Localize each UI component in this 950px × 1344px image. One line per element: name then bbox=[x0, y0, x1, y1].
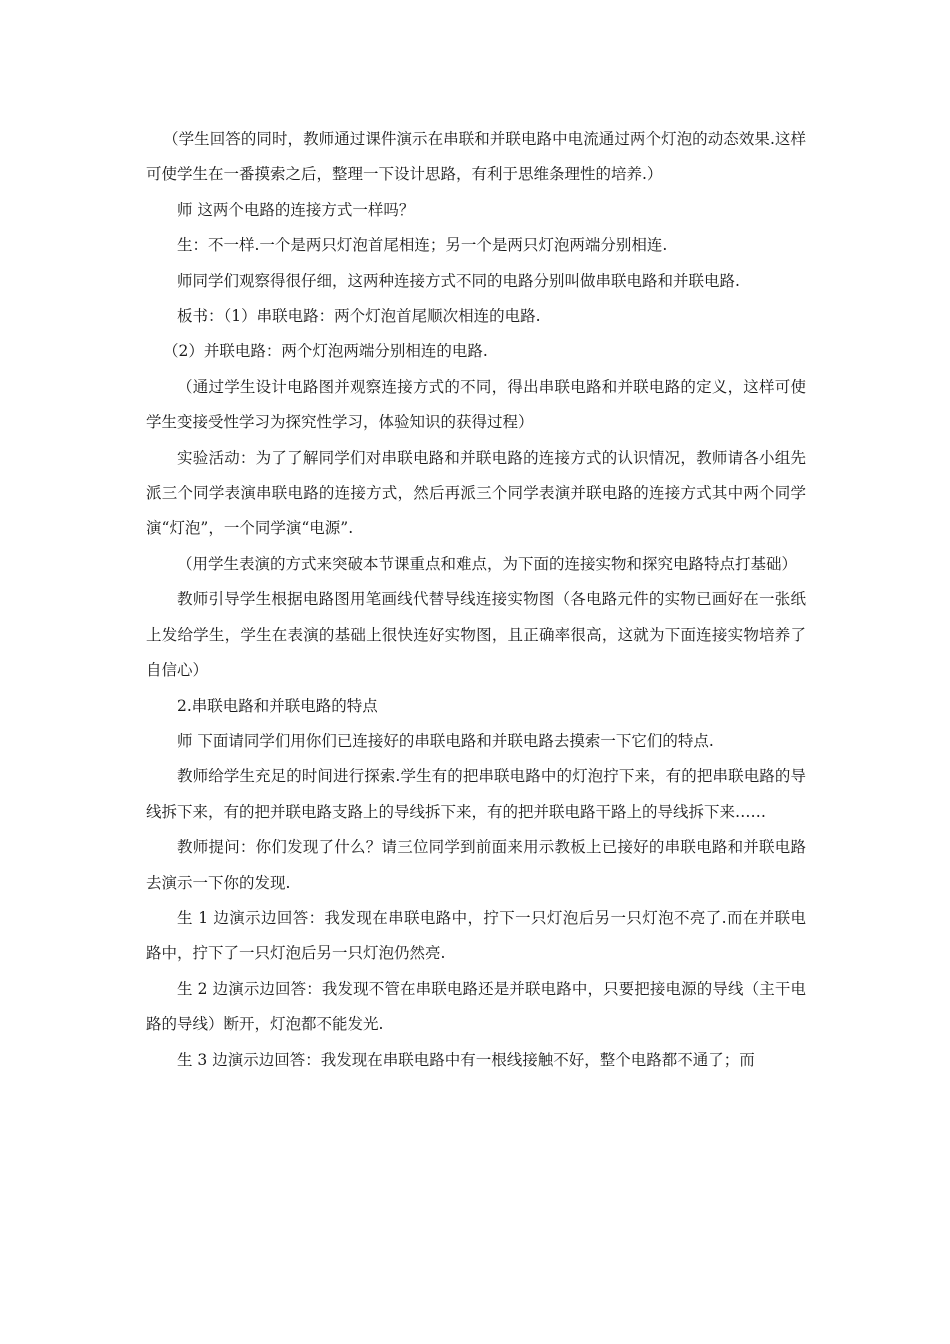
paragraph-wiring-guide: 教师引导学生根据电路图用笔画线代替导线连接实物图（各电路元件的实物已画好在一张纸上发给学生，学生在表演的基础上很快连好实物图，且正确率很高，这就为下面连接实物培养了自信心） bbox=[146, 590, 806, 680]
paragraph-student-answer-note: （学生回答的同时，教师通过课件演示在串联和并联电路中电流通过两个灯泡的动态效果.这样可使学生在一番摸索之后，整理一下设计思路，有利于思维条理性的培养.） bbox=[146, 130, 806, 184]
paragraph-definition-note: （通过学生设计电路图并观察连接方式的不同，得出串联电路和并联电路的定义，这样可使学生变接受性学习为探究性学习，体验知识的获得过程） bbox=[146, 377, 806, 432]
paragraph-board-parallel: （2）并联电路：两个灯泡两端分别相连的电路. bbox=[163, 342, 488, 361]
paragraph-performance-note: （用学生表演的方式来突破本节课重点和难点，为下面的连接实物和探究电路特点打基础） bbox=[177, 554, 798, 573]
paragraph-student-2: 生 2 边演示边回答：我发现不管在串联电路还是并联电路中，只要把接电源的导线（主干电路的导线）断开，灯泡都不能发光. bbox=[146, 979, 806, 1034]
section-heading-characteristics: 2.串联电路和并联电路的特点 bbox=[177, 696, 378, 715]
paragraph-teacher-asks: 教师提问：你们发现了什么？请三位同学到前面来用示教板上已接好的串联电路和并联电路去演示一下你的发现. bbox=[146, 838, 806, 892]
paragraph-board-series: 板书：（1）串联电路：两个灯泡首尾顺次相连的电路. bbox=[177, 307, 541, 326]
paragraph-experiment-activity: 实验活动：为了了解同学们对串联电路和并联电路的连接方式的认识情况，教师请各小组先派三个同学表演串联电路的连接方式，然后再派三个同学表演并联电路的连接方式其中两个同学演“灯泡”，一个同学演“电源”. bbox=[146, 448, 806, 538]
paragraph-teacher-naming: 师同学们观察得很仔细，这两种连接方式不同的电路分别叫做串联电路和并联电路. bbox=[177, 271, 740, 290]
paragraph-exploration-time: 教师给学生充足的时间进行探索.学生有的把串联电路中的灯泡拧下来，有的把串联电路的导线拆下来，有的把并联电路支路上的导线拆下来，有的把并联电路干路上的导线拆下来…… bbox=[146, 767, 806, 821]
document-body bbox=[146, 122, 806, 1078]
paragraph-teacher-explore: 师 下面请同学们用你们已连接好的串联电路和并联电路去摸索一下它们的特点. bbox=[177, 731, 714, 750]
paragraph-student-3: 生 3 边演示边回答：我发现在串联电路中有一根线接触不好，整个电路都不通了；而 bbox=[177, 1050, 755, 1069]
paragraph-student-reply: 生：不一样.一个是两只灯泡首尾相连；另一个是两只灯泡两端分别相连. bbox=[177, 236, 668, 255]
paragraph-teacher-question: 师 这两个电路的连接方式一样吗？ bbox=[177, 200, 415, 219]
paragraph-student-1: 生 1 边演示边回答：我发现在串联电路中，拧下一只灯泡后另一只灯泡不亮了.而在并联电路中，拧下了一只灯泡后另一只灯泡仍然亮. bbox=[146, 908, 806, 963]
